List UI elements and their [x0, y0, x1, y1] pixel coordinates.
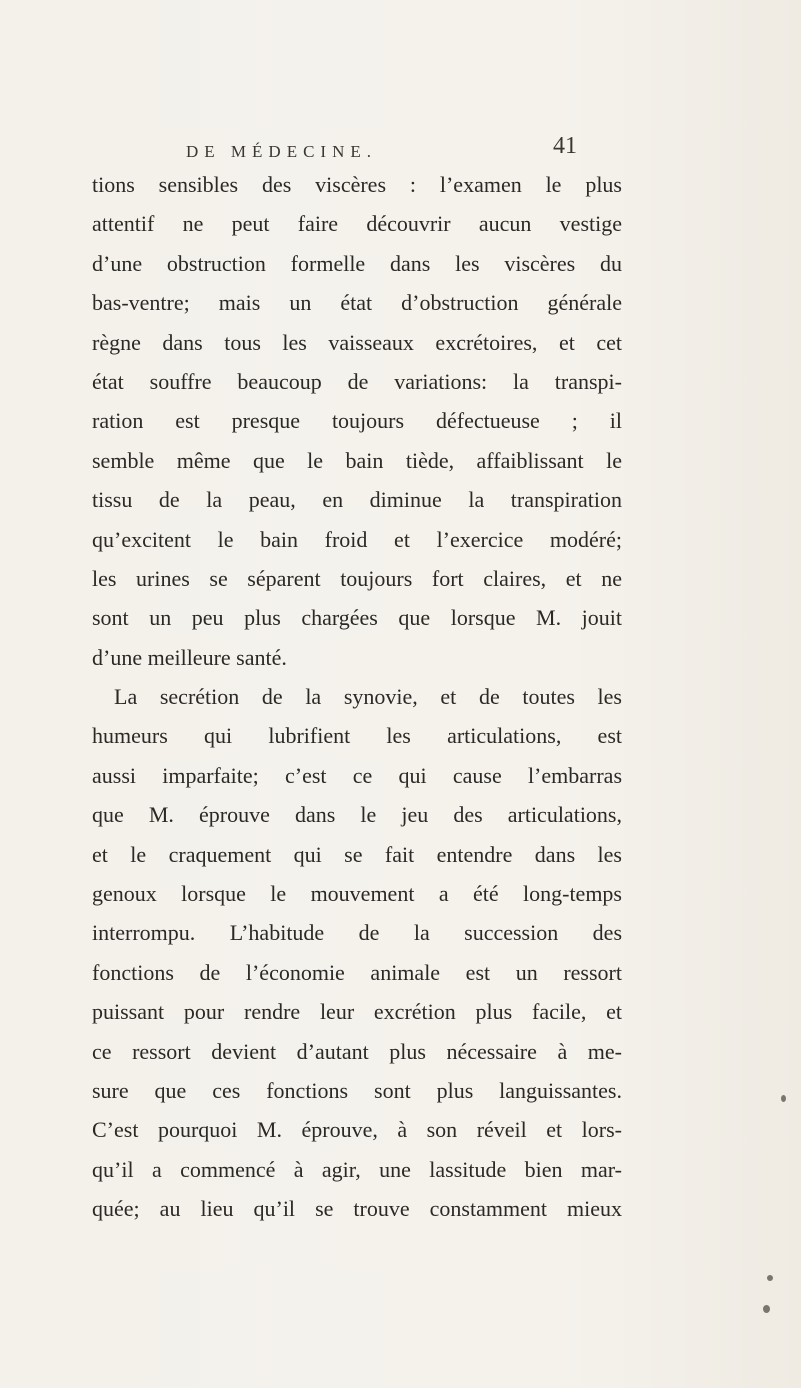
text-line: aussi imparfaite; c’est ce qui cause l’embarras [92, 762, 622, 788]
text-line: d’une obstruction formelle dans les viscères du [92, 250, 622, 276]
text-line: et le craquement qui se fait entendre dans les [92, 841, 622, 867]
text-line: tissu de la peau, en diminue la transpiration [92, 487, 622, 513]
text-line: règne dans tous les vaisseaux excrétoires, et cet [92, 329, 622, 355]
text-line: ce ressort devient d’autant plus nécessaire à me- [92, 1038, 622, 1064]
text-line: qu’excitent le bain froid et l’exercice modéré; [92, 526, 622, 552]
text-line: humeurs qui lubrifient les articulations, est [92, 723, 622, 749]
text-line: état souffre beaucoup de variations: la transpi- [92, 368, 622, 394]
body-text [92, 165, 622, 1229]
paper-speck [763, 1305, 770, 1313]
text-line: semble même que le bain tiède, affaiblissant le [92, 447, 622, 473]
text-line: d’une meilleure santé. [92, 644, 287, 670]
text-line: genoux lorsque le mouvement a été long-temps [92, 881, 622, 907]
page-number: 41 [553, 133, 577, 159]
text-line: sont un peu plus chargées que lorsque M. jouit [92, 605, 622, 631]
text-line: les urines se séparent toujours fort claires, et ne [92, 565, 622, 591]
running-title: DE MÉDECINE. [186, 142, 377, 161]
text-line: ration est presque toujours défectueuse ; il [92, 408, 622, 434]
text-line: fonctions de l’économie animale est un ressort [92, 959, 622, 985]
text-line: que M. éprouve dans le jeu des articulations, [92, 802, 622, 828]
text-line: La secrétion de la synovie, et de toutes les [114, 684, 622, 710]
paper-speck [781, 1095, 786, 1102]
text-line: puissant pour rendre leur excrétion plus facile, et [92, 999, 622, 1025]
text-line: quée; au lieu qu’il se trouve constamment mieux [92, 1196, 622, 1222]
text-line: attentif ne peut faire découvrir aucun vestige [92, 211, 622, 237]
text-line: qu’il a commencé à agir, une lassitude bien mar- [92, 1156, 622, 1182]
text-line: interrompu. L’habitude de la succession des [92, 920, 622, 946]
text-line: tions sensibles des viscères : l’examen le plus [92, 172, 622, 197]
paper-speck [767, 1275, 773, 1281]
text-line: bas-ventre; mais un état d’obstruction générale [92, 290, 622, 316]
text-line: sure que ces fonctions sont plus languissantes. [92, 1077, 622, 1103]
text-line: C’est pourquoi M. éprouve, à son réveil et lors- [92, 1117, 622, 1143]
